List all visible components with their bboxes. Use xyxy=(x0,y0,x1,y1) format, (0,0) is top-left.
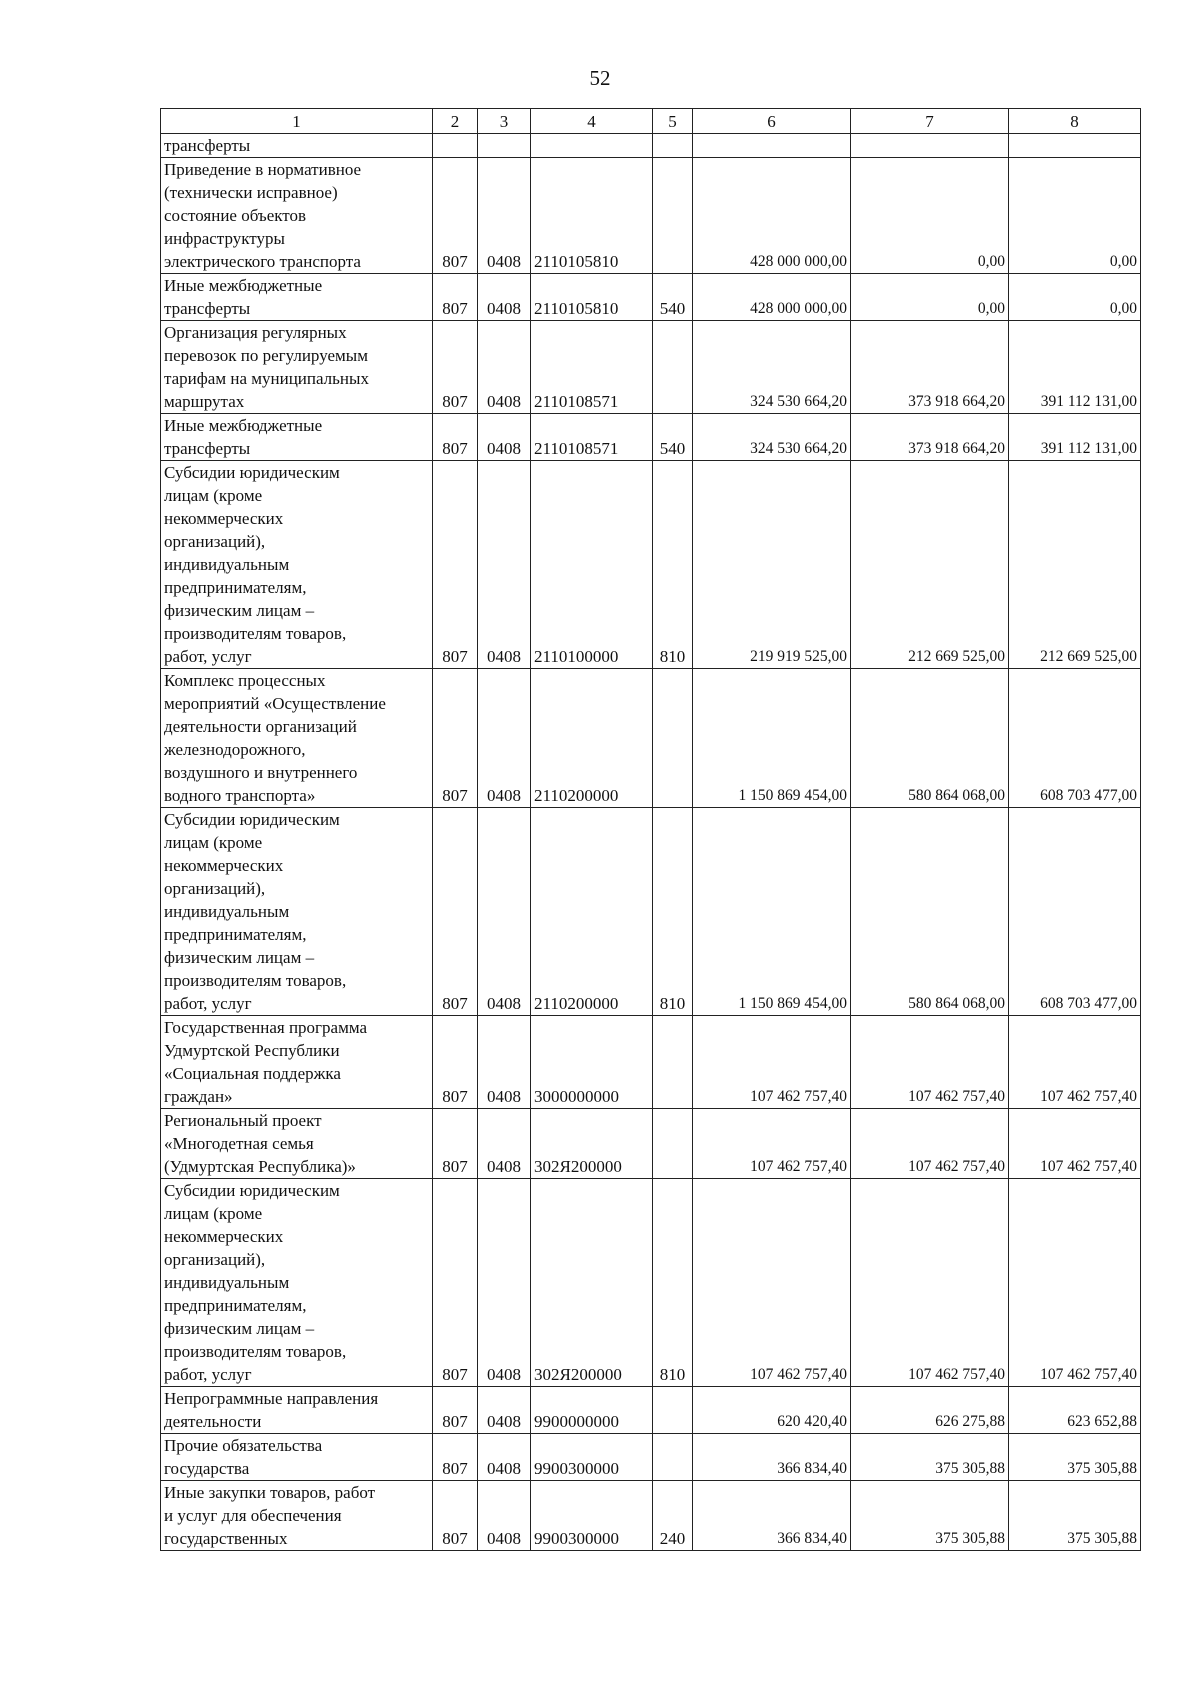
amount-col8-cell: 608 703 477,00 xyxy=(1009,808,1141,1016)
target-article-cell: 2110105810 xyxy=(531,158,653,274)
amount-col7-cell: 626 275,88 xyxy=(851,1387,1009,1434)
amount-col7-cell: 580 864 068,00 xyxy=(851,669,1009,808)
target-article-cell: 9900000000 xyxy=(531,1387,653,1434)
table-row xyxy=(161,321,1141,414)
column-header-2: 2 xyxy=(433,109,478,134)
column-header-5: 5 xyxy=(653,109,693,134)
row-name-cell: Непрограммные направления деятельности xyxy=(161,1387,433,1434)
table-row xyxy=(161,808,1141,1016)
section-code-cell: 0408 xyxy=(478,669,531,808)
expense-type-cell: 810 xyxy=(653,1179,693,1387)
section-code-cell: 0408 xyxy=(478,808,531,1016)
ministry-code-cell: 807 xyxy=(433,1179,478,1387)
target-article-cell: 9900300000 xyxy=(531,1434,653,1481)
table-row xyxy=(161,1016,1141,1109)
table-row xyxy=(161,669,1141,808)
table-row xyxy=(161,1481,1141,1551)
section-code-cell: 0408 xyxy=(478,274,531,321)
section-code-cell: 0408 xyxy=(478,1434,531,1481)
table-row xyxy=(161,1434,1141,1481)
ministry-code-cell: 807 xyxy=(433,1016,478,1109)
target-article-cell: 2110100000 xyxy=(531,461,653,669)
amount-col7-cell: 373 918 664,20 xyxy=(851,321,1009,414)
amount-col7-cell: 107 462 757,40 xyxy=(851,1179,1009,1387)
amount-col8-cell: 375 305,88 xyxy=(1009,1481,1141,1551)
row-name-cell: Иные межбюджетные трансферты xyxy=(161,274,433,321)
section-code-cell: 0408 xyxy=(478,414,531,461)
expense-type-cell: 540 xyxy=(653,274,693,321)
expense-type-cell xyxy=(653,669,693,808)
table-header-row xyxy=(161,109,1141,134)
column-header-8: 8 xyxy=(1009,109,1141,134)
section-code-cell: 0408 xyxy=(478,461,531,669)
ministry-code-cell: 807 xyxy=(433,414,478,461)
ministry-code-cell: 807 xyxy=(433,321,478,414)
amount-col8-cell: 0,00 xyxy=(1009,274,1141,321)
ministry-code-cell: 807 xyxy=(433,158,478,274)
row-name-cell: Государственная программа Удмуртской Республики «Социальная поддержка граждан» xyxy=(161,1016,433,1109)
amount-col7-cell: 212 669 525,00 xyxy=(851,461,1009,669)
amount-col7-cell: 375 305,88 xyxy=(851,1481,1009,1551)
amount-col6-cell: 219 919 525,00 xyxy=(693,461,851,669)
ministry-code-cell: 807 xyxy=(433,669,478,808)
amount-col6-cell: 107 462 757,40 xyxy=(693,1179,851,1387)
amount-col7-cell: 375 305,88 xyxy=(851,1434,1009,1481)
amount-col8-cell: 391 112 131,00 xyxy=(1009,414,1141,461)
expense-type-cell: 540 xyxy=(653,414,693,461)
column-header-6: 6 xyxy=(693,109,851,134)
section-code-cell: 0408 xyxy=(478,321,531,414)
amount-col8-cell: 608 703 477,00 xyxy=(1009,669,1141,808)
row-name-cell: Субсидии юридическим лицам (кроме некоммерческих организаций), индивидуальным предпринимателям, физическим лицам – производителям товаров, работ, услуг xyxy=(161,461,433,669)
table-row xyxy=(161,461,1141,669)
page-number: 52 xyxy=(589,66,611,90)
row-name-cell: Иные закупки товаров, работ и услуг для обеспечения государственных xyxy=(161,1481,433,1551)
row-name-cell: Комплекс процессных мероприятий «Осуществление деятельности организаций железнодорожного, воздушного и внутреннего водного транспорта» xyxy=(161,669,433,808)
section-code-cell: 0408 xyxy=(478,1387,531,1434)
table-row xyxy=(161,414,1141,461)
amount-col6-cell: 428 000 000,00 xyxy=(693,158,851,274)
table-row xyxy=(161,1179,1141,1387)
ministry-code-cell: 807 xyxy=(433,1387,478,1434)
row-name-cell: Региональный проект «Многодетная семья (Удмуртская Республика)» xyxy=(161,1109,433,1179)
column-header-7: 7 xyxy=(851,109,1009,134)
column-header-3: 3 xyxy=(478,109,531,134)
target-article-cell: 2110108571 xyxy=(531,414,653,461)
expense-type-cell: 810 xyxy=(653,808,693,1016)
ministry-code-cell: 807 xyxy=(433,808,478,1016)
expense-type-cell xyxy=(653,1016,693,1109)
amount-col7-cell: 0,00 xyxy=(851,158,1009,274)
amount-col6-cell: 1 150 869 454,00 xyxy=(693,808,851,1016)
target-article-cell: 3000000000 xyxy=(531,1016,653,1109)
row-name-cell: трансферты xyxy=(161,134,433,158)
amount-col7-cell: 373 918 664,20 xyxy=(851,414,1009,461)
amount-col8-cell: 623 652,88 xyxy=(1009,1387,1141,1434)
section-code-cell: 0408 xyxy=(478,1179,531,1387)
ministry-code-cell: 807 xyxy=(433,274,478,321)
row-name-cell: Организация регулярных перевозок по регулируемым тарифам на муниципальных маршрутах xyxy=(161,321,433,414)
table-row xyxy=(161,134,1141,158)
column-header-1: 1 xyxy=(161,109,433,134)
amount-col8-cell: 212 669 525,00 xyxy=(1009,461,1141,669)
ministry-code-cell xyxy=(433,134,478,158)
section-code-cell: 0408 xyxy=(478,1109,531,1179)
amount-col8-cell: 375 305,88 xyxy=(1009,1434,1141,1481)
amount-col6-cell: 107 462 757,40 xyxy=(693,1109,851,1179)
amount-col7-cell xyxy=(851,134,1009,158)
row-name-cell: Субсидии юридическим лицам (кроме некоммерческих организаций), индивидуальным предпринимателям, физическим лицам – производителям товаров, работ, услуг xyxy=(161,808,433,1016)
ministry-code-cell: 807 xyxy=(433,1481,478,1551)
target-article-cell: 2110200000 xyxy=(531,669,653,808)
amount-col6-cell: 324 530 664,20 xyxy=(693,414,851,461)
target-article-cell xyxy=(531,134,653,158)
row-name-cell: Приведение в нормативное (технически исправное) состояние объектов инфраструктуры электрического транспорта xyxy=(161,158,433,274)
expense-type-cell: 240 xyxy=(653,1481,693,1551)
amount-col6-cell: 366 834,40 xyxy=(693,1481,851,1551)
row-name-cell: Прочие обязательства государства xyxy=(161,1434,433,1481)
table-row xyxy=(161,1109,1141,1179)
amount-col6-cell: 107 462 757,40 xyxy=(693,1016,851,1109)
section-code-cell: 0408 xyxy=(478,158,531,274)
target-article-cell: 2110108571 xyxy=(531,321,653,414)
ministry-code-cell: 807 xyxy=(433,1434,478,1481)
amount-col7-cell: 580 864 068,00 xyxy=(851,808,1009,1016)
amount-col6-cell xyxy=(693,134,851,158)
expense-type-cell xyxy=(653,158,693,274)
row-name-cell: Субсидии юридическим лицам (кроме некоммерческих организаций), индивидуальным предпринимателям, физическим лицам – производителям товаров, работ, услуг xyxy=(161,1179,433,1387)
target-article-cell: 2110200000 xyxy=(531,808,653,1016)
column-header-4: 4 xyxy=(531,109,653,134)
section-code-cell: 0408 xyxy=(478,1016,531,1109)
expense-type-cell xyxy=(653,1109,693,1179)
amount-col8-cell xyxy=(1009,134,1141,158)
amount-col6-cell: 366 834,40 xyxy=(693,1434,851,1481)
row-name-cell: Иные межбюджетные трансферты xyxy=(161,414,433,461)
amount-col7-cell: 107 462 757,40 xyxy=(851,1109,1009,1179)
expense-type-cell: 810 xyxy=(653,461,693,669)
ministry-code-cell: 807 xyxy=(433,1109,478,1179)
target-article-cell: 302Я200000 xyxy=(531,1109,653,1179)
budget-table xyxy=(160,108,1141,1551)
expense-type-cell xyxy=(653,321,693,414)
table-row xyxy=(161,1387,1141,1434)
table-row xyxy=(161,158,1141,274)
amount-col8-cell: 107 462 757,40 xyxy=(1009,1016,1141,1109)
amount-col6-cell: 428 000 000,00 xyxy=(693,274,851,321)
amount-col7-cell: 107 462 757,40 xyxy=(851,1016,1009,1109)
amount-col8-cell: 107 462 757,40 xyxy=(1009,1179,1141,1387)
target-article-cell: 9900300000 xyxy=(531,1481,653,1551)
section-code-cell xyxy=(478,134,531,158)
amount-col6-cell: 324 530 664,20 xyxy=(693,321,851,414)
amount-col7-cell: 0,00 xyxy=(851,274,1009,321)
table-body xyxy=(161,134,1141,1551)
expense-type-cell xyxy=(653,1387,693,1434)
expense-type-cell xyxy=(653,1434,693,1481)
table-row xyxy=(161,274,1141,321)
section-code-cell: 0408 xyxy=(478,1481,531,1551)
amount-col8-cell: 107 462 757,40 xyxy=(1009,1109,1141,1179)
amount-col8-cell: 0,00 xyxy=(1009,158,1141,274)
target-article-cell: 302Я200000 xyxy=(531,1179,653,1387)
amount-col6-cell: 620 420,40 xyxy=(693,1387,851,1434)
expense-type-cell xyxy=(653,134,693,158)
ministry-code-cell: 807 xyxy=(433,461,478,669)
amount-col8-cell: 391 112 131,00 xyxy=(1009,321,1141,414)
amount-col6-cell: 1 150 869 454,00 xyxy=(693,669,851,808)
target-article-cell: 2110105810 xyxy=(531,274,653,321)
